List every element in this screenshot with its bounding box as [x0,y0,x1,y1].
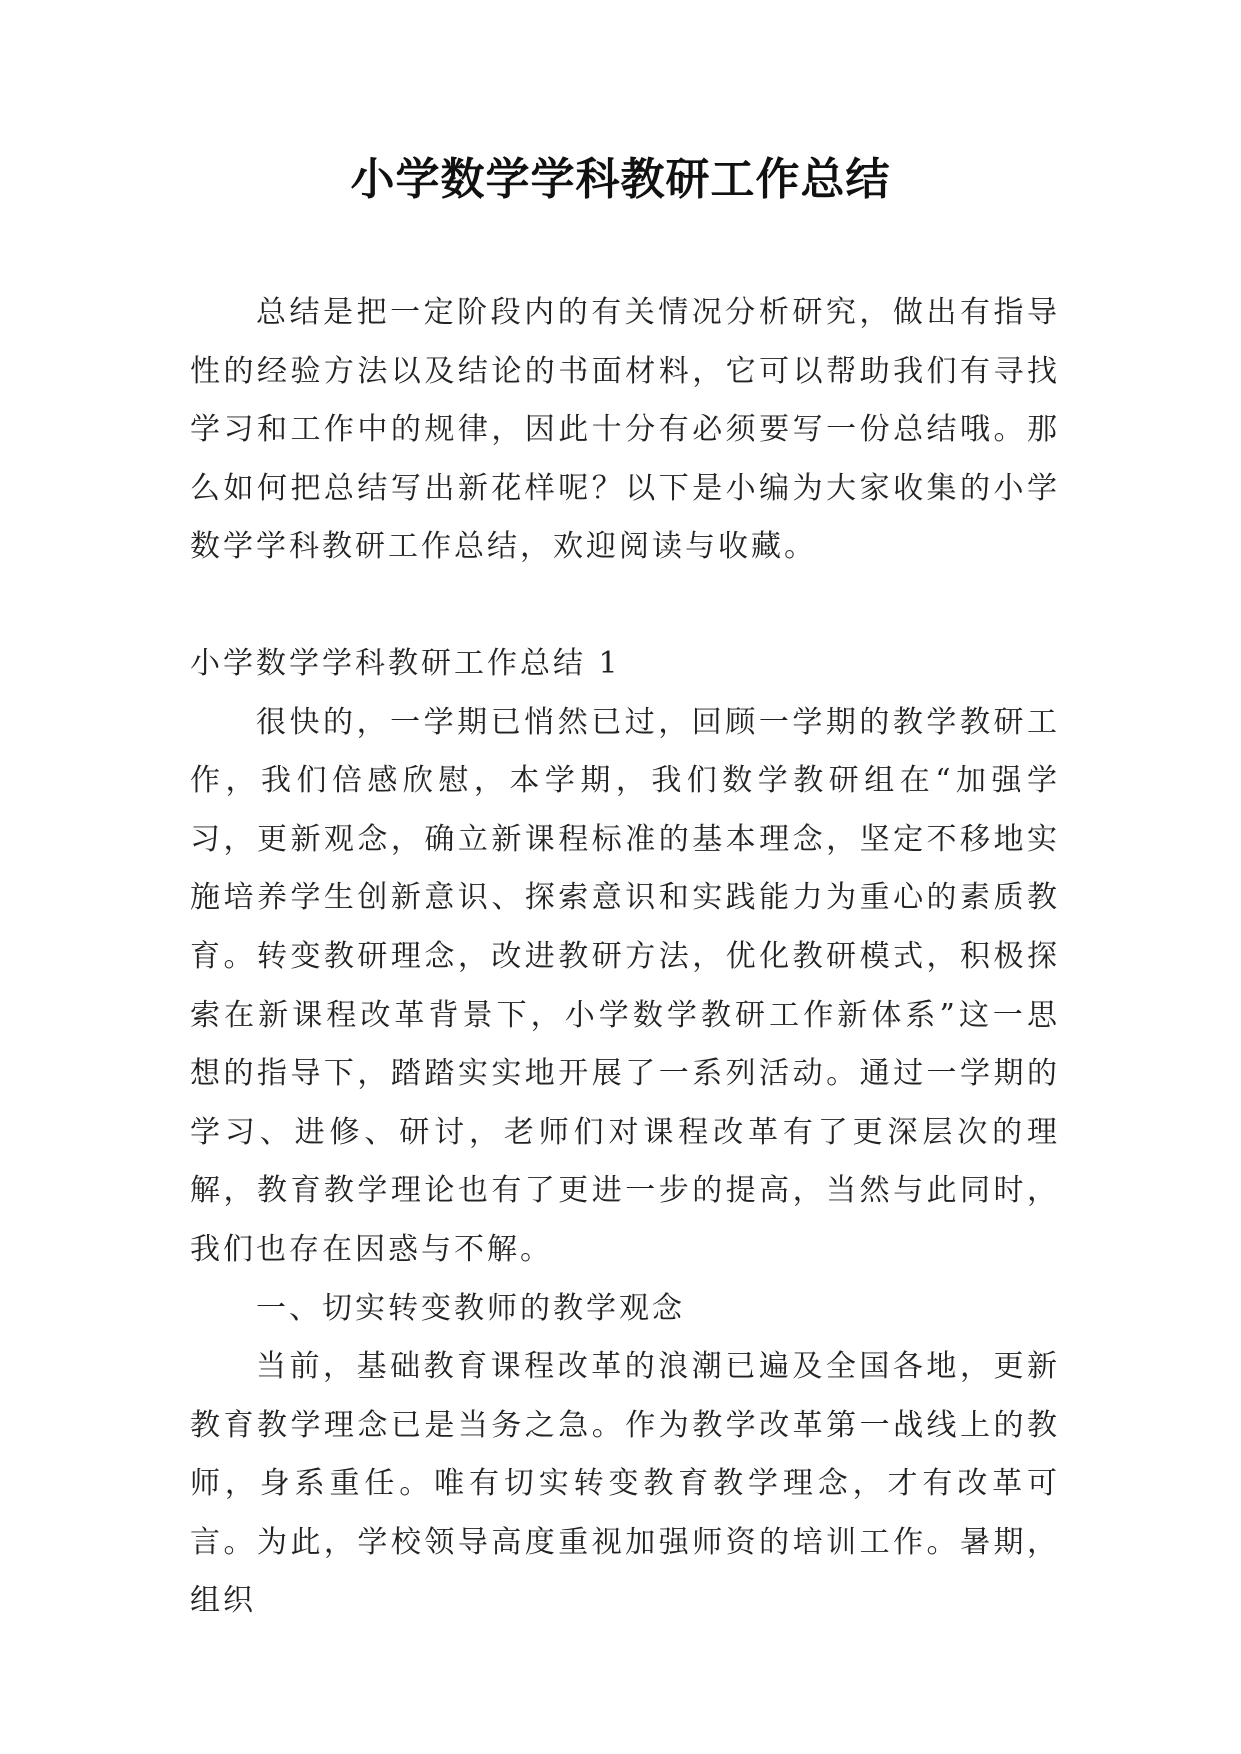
section-heading: 小学数学学科教研工作总结 1 [190,645,621,681]
intro-paragraph: 总结是把一定阶段内的有关情况分析研究，做出有指导性的经验方法以及结论的书面材料，它可以帮助我们有寻找学习和工作中的规律，因此十分有必须要写一份总结哦。那么如何把总结写出新花样呢？以下是小编为大家收集的小学数学学科教研工作总结，欢迎阅读与收藏。 [190,295,1060,565]
subheading-1: 一、切实转变教师的教学观念 [256,1290,685,1326]
document-title: 小学数学学科教研工作总结 [350,154,891,205]
document-body [190,284,1060,1631]
paragraph-spacer [190,577,1060,635]
body-paragraph-2: 当前，基础教育课程改革的浪潮已遍及全国各地，更新教育教学理念已是当务之急。作为教学改革第一战线上的教师，身系重任。唯有切实转变教育教学理念，才有改革可言。为此，学校领导高度重视加强师资的培训工作。暑期，组织 [190,1349,1060,1619]
body-paragraph-1: 很快的，一学期已悄然已过，回顾一学期的教学教研工作，我们倍感欣慰，本学期，我们数学教研组在“加强学习，更新观念，确立新课程标准的基本理念，坚定不移地实施培养学生创新意识、探索意识和实践能力为重心的素质教育。转变教研理念，改进教研方法，优化教研模式，积极探索在新课程改革背景下，小学数学教研工作新体系”这一思想的指导下，踏踏实实地开展了一系列活动。通过一学期的学习、进修、研讨，老师们对课程改革有了更深层次的理解，教育教学理论也有了更进一步的提高，当然与此同时，我们也存在因惑与不解。 [190,704,1060,1267]
